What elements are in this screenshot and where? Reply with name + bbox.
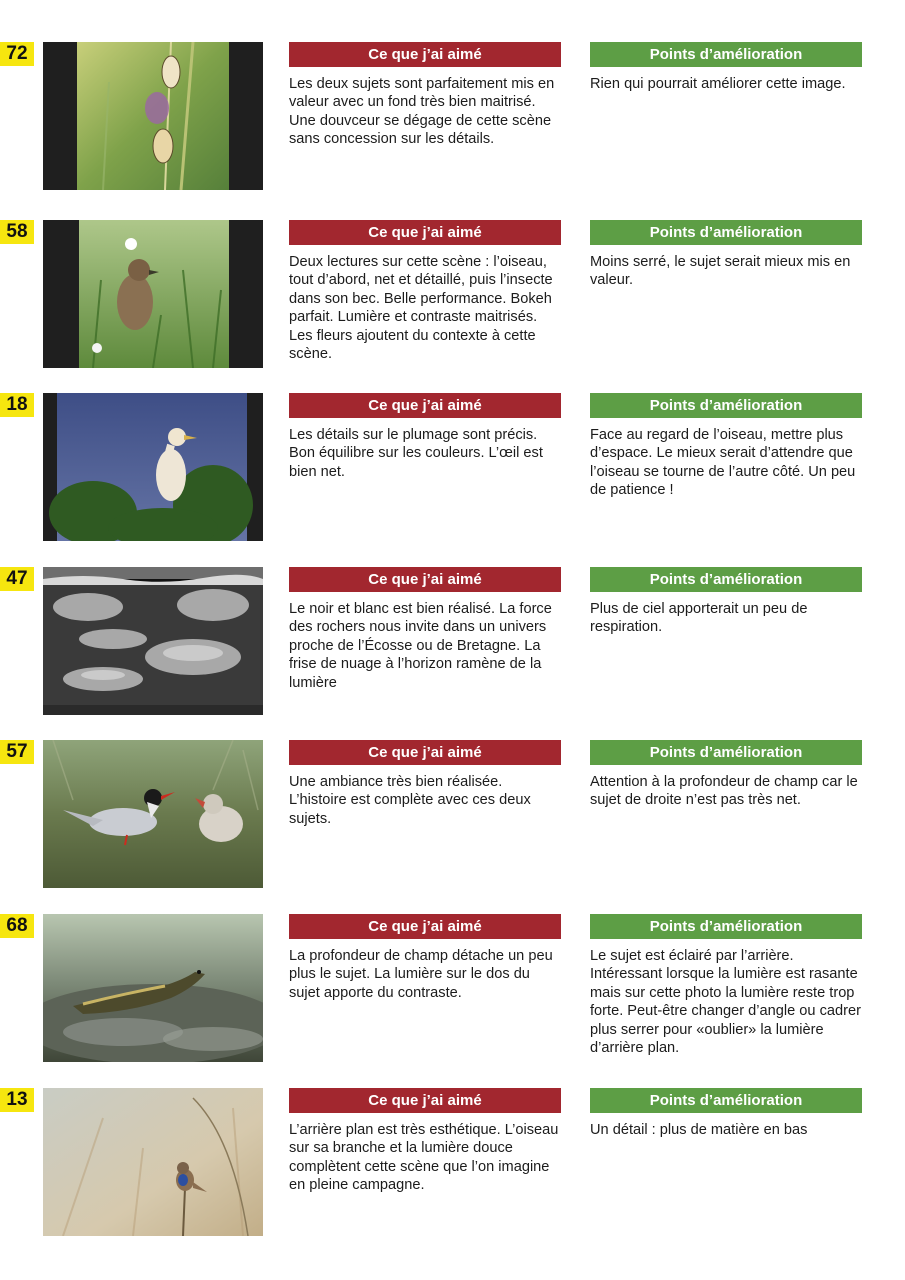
improve-text: Face au regard de l’oiseau, mettre plus d’espace. Le mieux serait d’attendre que l’oiseau se tourne de l’autre côté. Un peu de patience !: [590, 427, 856, 499]
egret-photo-icon: [43, 393, 263, 541]
liked-column: [289, 567, 561, 692]
photo-egret: [43, 393, 263, 541]
improve-text: Moins serré, le sujet serait mieux mis en valeur.: [590, 254, 851, 289]
improve-header: Points d’amélioration: [590, 220, 862, 245]
liked-header: Ce que j’ai aimé: [289, 740, 561, 765]
improve-header: Points d’amélioration: [590, 393, 862, 418]
improve-column: [590, 740, 862, 810]
improve-column: [590, 914, 862, 1057]
liked-column: [289, 1088, 561, 1195]
improve-column: [590, 393, 862, 500]
butterflies-photo-icon: [43, 42, 263, 190]
liked-text: Le noir et blanc est bien réalisé. La force des rochers nous invite dans un univers proche de l’Écosse ou de Bretagne. La frise de nuage à l’horizon ramène de la lumière: [289, 601, 552, 691]
improve-header: Points d’amélioration: [590, 1088, 862, 1113]
review-entry-68: [0, 914, 905, 1064]
photo-terns: [43, 740, 263, 888]
liked-header: Ce que j’ai aimé: [289, 220, 561, 245]
review-entry-58: [0, 220, 905, 370]
liked-header: Ce que j’ai aimé: [289, 42, 561, 67]
terns-photo-icon: [43, 740, 263, 888]
liked-header: Ce que j’ai aimé: [289, 567, 561, 592]
score-badge: 68: [0, 914, 34, 938]
improve-text: Attention à la profondeur de champ car le sujet de droite n’est pas très net.: [590, 774, 858, 809]
improve-text: Rien qui pourrait améliorer cette image.: [590, 76, 846, 92]
score-badge: 18: [0, 393, 34, 417]
review-entry-47: [0, 567, 905, 717]
photo-butterflies: [43, 42, 263, 190]
improve-text: Le sujet est éclairé par l’arrière. Intéressant lorsque la lumière est rasante mais sur cette photo la lumière reste trop forte. Peut-être changer d’angle ou cadrer plus serrer pour «oublier» la lumière d’arrière plan.: [590, 948, 861, 1057]
review-entry-57: [0, 740, 905, 890]
rocks-photo-icon: [43, 567, 263, 715]
review-entry-18: [0, 393, 905, 543]
liked-text: Les deux sujets sont parfaitement mis en valeur avec un fond très bien maitrisé. Une douvceur se dégage de cette scène sans concession sur les détails.: [289, 76, 555, 148]
score-badge: 58: [0, 220, 34, 244]
score-badge: 57: [0, 740, 34, 764]
score-badge: 13: [0, 1088, 34, 1112]
review-entry-72: [0, 42, 905, 192]
review-entry-13: [0, 1088, 905, 1238]
liked-column: [289, 914, 561, 1002]
bluethroat-photo-icon: [43, 1088, 263, 1236]
improve-header: Points d’amélioration: [590, 740, 862, 765]
liked-column: [289, 393, 561, 481]
improve-column: [590, 1088, 862, 1139]
improve-text: Un détail : plus de matière en bas: [590, 1122, 808, 1138]
lizard-photo-icon: [43, 914, 263, 1062]
liked-text: Deux lectures sur cette scène : l’oiseau, tout d’abord, net et détaillé, puis l’insecte dans son bec. Belle performance. Bokeh parfait. Lumière et contraste maitrisés. Les fleurs ajoutent du contexte à cette scène.: [289, 254, 553, 363]
liked-text: L’arrière plan est très esthétique. L’oiseau sur sa branche et la lumière douce complètent cette scène que l’on imagine en pleine campagne.: [289, 1122, 559, 1194]
improve-header: Points d’amélioration: [590, 42, 862, 67]
liked-text: La profondeur de champ détache un peu plus le sujet. La lumière sur le dos du sujet apporte du contraste.: [289, 948, 553, 1001]
liked-header: Ce que j’ai aimé: [289, 1088, 561, 1113]
improve-column: [590, 42, 862, 93]
improve-column: [590, 567, 862, 637]
improve-text: Plus de ciel apporterait un peu de respiration.: [590, 601, 808, 636]
improve-header: Points d’amélioration: [590, 567, 862, 592]
liked-header: Ce que j’ai aimé: [289, 914, 561, 939]
liked-column: [289, 42, 561, 149]
liked-column: [289, 740, 561, 828]
liked-header: Ce que j’ai aimé: [289, 393, 561, 418]
photo-rocks: [43, 567, 263, 715]
improve-column: [590, 220, 862, 290]
photo-sparrow: [43, 220, 263, 368]
photo-bluethroat: [43, 1088, 263, 1236]
liked-column: [289, 220, 561, 363]
score-badge: 72: [0, 42, 34, 66]
liked-text: Les détails sur le plumage sont précis. Bon équilibre sur les couleurs. L’œil est bien net.: [289, 427, 543, 480]
score-badge: 47: [0, 567, 34, 591]
sparrow-photo-icon: [43, 220, 263, 368]
liked-text: Une ambiance très bien réalisée. L’histoire est complète avec ces deux sujets.: [289, 774, 531, 827]
photo-lizard: [43, 914, 263, 1062]
improve-header: Points d’amélioration: [590, 914, 862, 939]
